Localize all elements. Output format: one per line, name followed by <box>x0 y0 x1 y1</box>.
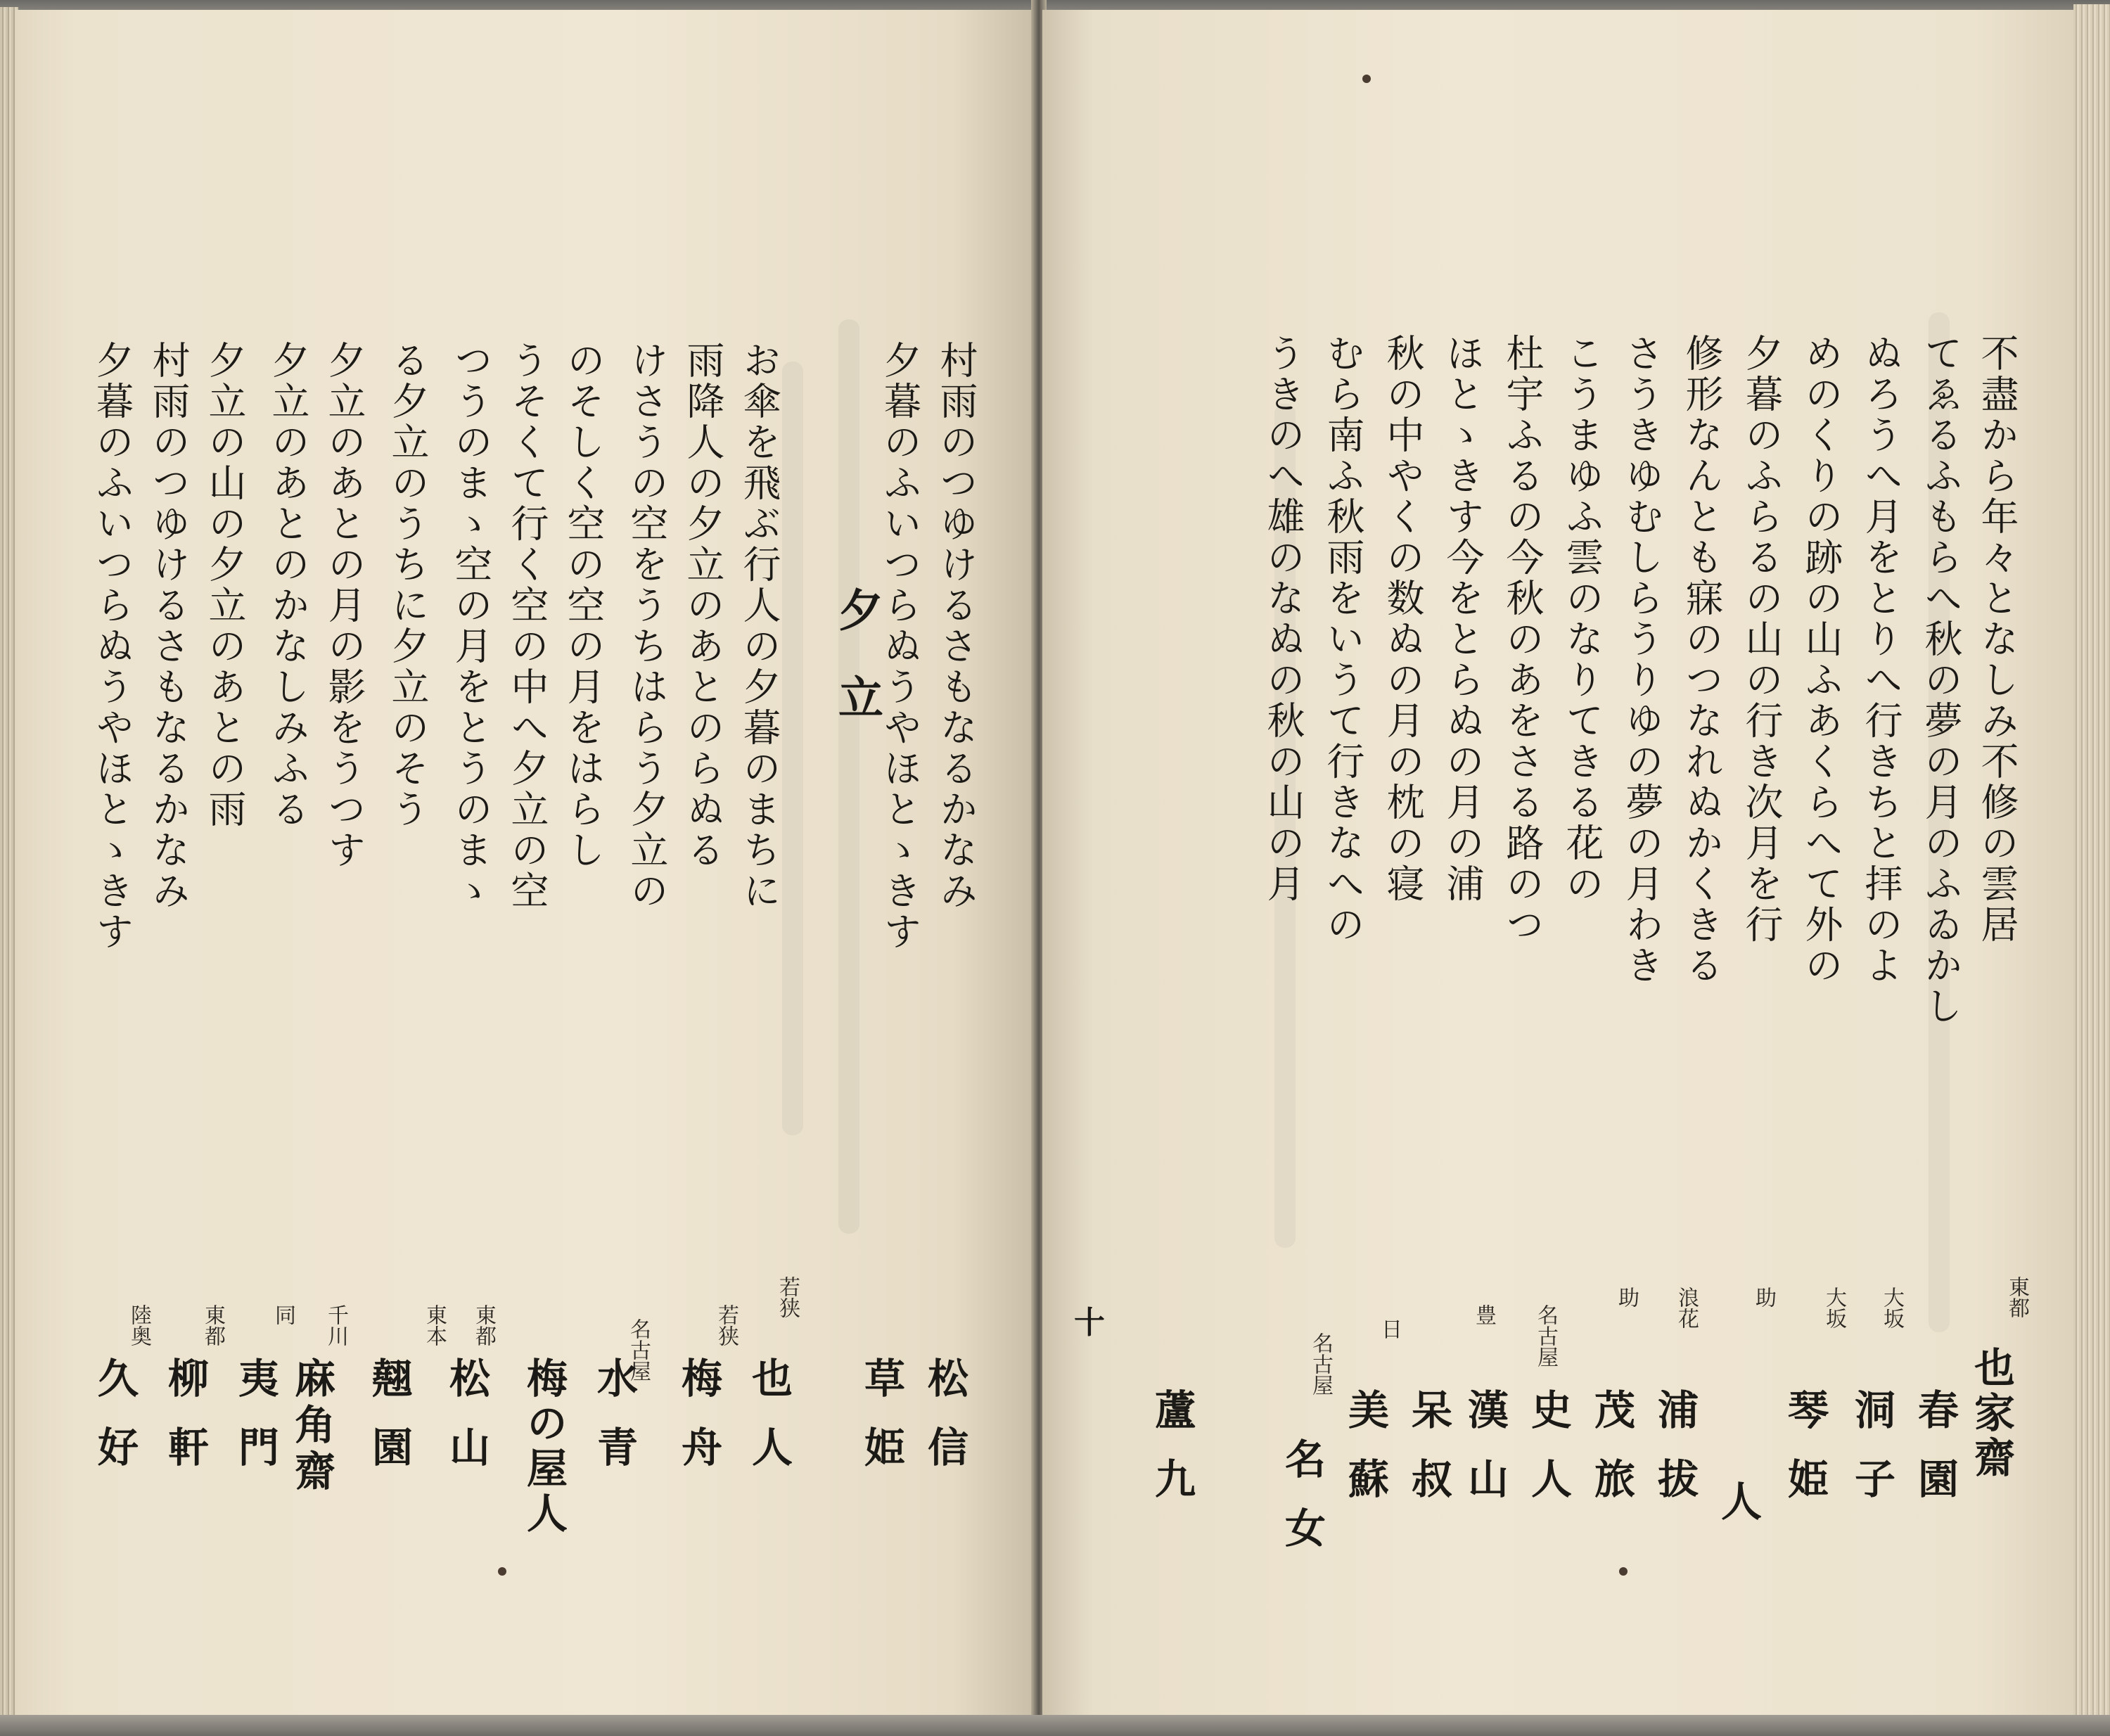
poem-column: 夕暮のふいつらぬうやほとゝきす <box>90 340 134 952</box>
poet-name: 水青 <box>590 1357 638 1495</box>
poet-name: 琴姫 <box>1781 1389 1829 1526</box>
poem-column: ほとゝきす今をとらぬの月の浦 <box>1440 333 1485 905</box>
section-title: 夕立 <box>831 587 883 761</box>
poem-column: さうきゆむしらうりゆの夢の月わき <box>1620 333 1664 986</box>
poem-column: けさうの空をうちはらう夕立の <box>625 340 669 912</box>
poet-name: 久好 <box>91 1357 139 1495</box>
poem-column: 村雨のつゆけるさもなるかなみ <box>934 340 978 912</box>
author-province: 若狭 <box>775 1276 800 1318</box>
poem-column: むら南ふ秋雨をいうて行きなへの <box>1321 333 1365 945</box>
poem-column: 杜宇ふるの今秋のあをさる路のつ <box>1500 333 1545 945</box>
poet-name: 翹園 <box>365 1357 413 1495</box>
poet-name: 麻角齋 <box>288 1357 335 1496</box>
poem-column: 雨降人の夕立のあとのらぬる <box>681 340 725 871</box>
show-through <box>782 362 803 1135</box>
poet-name: 史人 <box>1524 1389 1572 1526</box>
poem-column: のそしく空の空の月をはらし <box>561 340 606 871</box>
right-page-stack <box>2073 4 2110 1732</box>
poet-name: 呆叔 <box>1405 1389 1452 1526</box>
author-province: 助 <box>1751 1287 1776 1308</box>
poem-column: ぬろうへ月をとりへ行きちと拝のよ <box>1859 333 1903 986</box>
poem-column: てゑるふもらへ秋の夢の月のふゐかし <box>1919 333 1963 1027</box>
poem-column: 夕暮のふいつらぬうやほとゝきす <box>878 340 922 952</box>
poet-name: 松山 <box>442 1357 490 1495</box>
author-province: 名古屋 <box>626 1318 651 1381</box>
poem-column: る夕立のうちに夕立のそう <box>385 340 430 830</box>
poet-name: 洞子 <box>1848 1389 1895 1526</box>
poet-name: 茂旅 <box>1587 1389 1635 1526</box>
poem-column: うきのへ雄のなぬの秋の山の月 <box>1261 333 1305 905</box>
poem-column: めのくりの跡の山ふあくらへて外の <box>1799 333 1843 986</box>
author-province: 東本 <box>422 1304 447 1346</box>
show-through <box>838 319 859 1234</box>
poet-name: 梅舟 <box>674 1357 722 1495</box>
poem-column: 夕立のあとのかなしみふる <box>266 340 310 830</box>
right-page <box>1042 10 2076 1721</box>
poet-name: 漢山 <box>1461 1389 1509 1526</box>
author-province: 若狭 <box>714 1304 738 1346</box>
author-province: 日 <box>1377 1318 1402 1339</box>
folio-number: 十 <box>1074 1305 1105 1341</box>
binding-hole <box>1362 75 1371 83</box>
author-province: 東都 <box>2004 1276 2029 1318</box>
author-province: 助 <box>1614 1287 1639 1308</box>
poet-name: 夷門 <box>231 1357 279 1495</box>
poet-name: 美蘇 <box>1341 1389 1389 1526</box>
author-province: 大坂 <box>1879 1287 1904 1329</box>
author-province: 豊 <box>1471 1304 1496 1325</box>
poem-column: こうまゆふ雲のなりてきる花の <box>1560 333 1604 905</box>
author-province: 同 <box>271 1304 295 1325</box>
author-province: 浪花 <box>1674 1287 1699 1329</box>
author-province: 名古屋 <box>1308 1332 1333 1396</box>
poem-column: 夕立のあとの月の影をうつす <box>322 340 366 871</box>
book-bottom-edge <box>0 1715 2110 1736</box>
poem-column: つうのまゝ空の月をとうのまゝ <box>449 340 493 912</box>
poet-name: 柳軒 <box>161 1357 209 1495</box>
poet-name: 梅の屋人 <box>520 1357 568 1537</box>
left-page <box>15 10 1034 1721</box>
poet-name: 草姫 <box>857 1357 905 1495</box>
poem-column: 修形なんとも寐のつなれぬかくきる <box>1680 333 1724 986</box>
author-province: 千川 <box>324 1304 348 1346</box>
binding-hole <box>498 1567 506 1576</box>
poem-column: お傘を飛ぶ行人の夕暮のまちに <box>737 340 781 912</box>
poem-column: 夕暮のふらるの山の行き次月を行 <box>1739 333 1784 945</box>
poet-name: 蘆九 <box>1148 1389 1196 1526</box>
poet-name: 名女 <box>1278 1438 1326 1576</box>
author-province: 東都 <box>471 1304 496 1346</box>
poet-name: 春園 <box>1911 1389 1959 1526</box>
author-province: 名古屋 <box>1533 1304 1558 1367</box>
poem-column: 村雨のつゆけるさもなるかなみ <box>146 340 191 912</box>
poet-name: 浦拔 <box>1651 1389 1699 1526</box>
poet-name: 松信 <box>921 1357 968 1495</box>
poem-column: 不盡から年々となしみ不修の雲居 <box>1975 333 2019 945</box>
poem-column: うそくて行く空の中へ夕立の空 <box>505 340 549 912</box>
poet-name: 人 <box>1714 1480 1762 1549</box>
author-province: 東都 <box>200 1304 225 1346</box>
binding-hole <box>1619 1567 1628 1576</box>
poem-column: 秋の中やくの数ぬの月の枕の寝 <box>1381 333 1425 905</box>
poet-name: 也人 <box>745 1357 793 1495</box>
author-province: 大坂 <box>1822 1287 1846 1329</box>
poem-column: 夕立の山の夕立のあとの雨 <box>203 340 247 830</box>
poet-name: 也家齋 <box>1967 1346 2015 1481</box>
author-province: 陸奥 <box>127 1304 151 1346</box>
